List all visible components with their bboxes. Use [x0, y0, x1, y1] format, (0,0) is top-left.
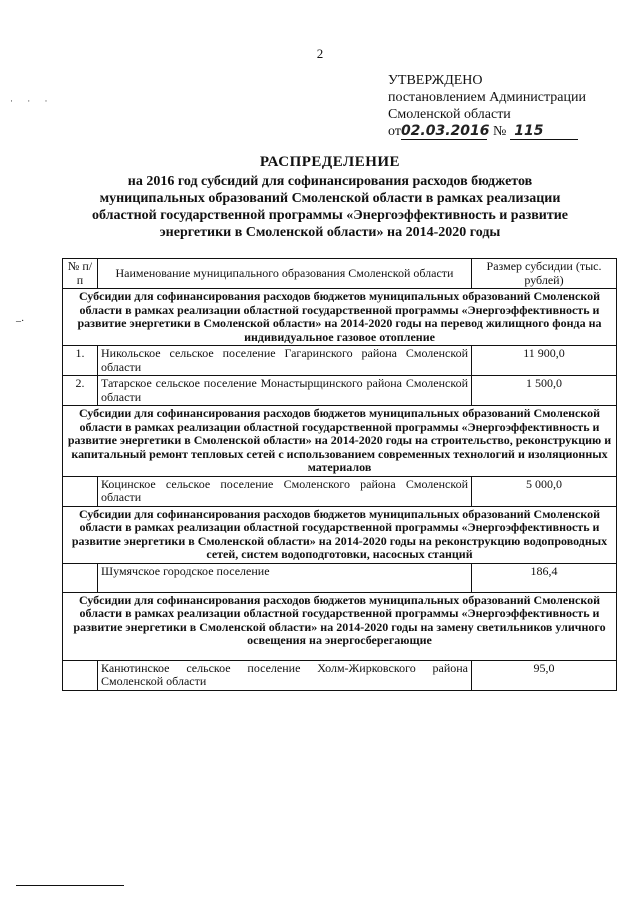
table-row	[63, 376, 617, 406]
row-num	[63, 476, 98, 506]
title-line-3: областной государственной программы «Энергоэффективность и развитие	[91, 208, 568, 223]
table-row	[63, 476, 617, 506]
title-line-4: энергетики в Смоленской области» на 2014-2020 годы	[159, 225, 501, 240]
row-name: Канютинское сельское поселение Холм-Жирковского района Смоленской области	[98, 660, 472, 690]
margin-dash: –·	[16, 316, 25, 327]
title-line-2: муниципальных образований Смоленской области в рамках реализации	[99, 191, 561, 206]
row-name: Коцинское сельское поселение Смоленского района Смоленской области	[98, 476, 472, 506]
section-title-water-networks: Субсидии для софинансирования расходов бюджетов муниципальных образований Смоленской области в рамках реализации областной государственной программы «Энергоэффективность и развитие энергетики в Смоленской области» на 2014-2020 годы на реконструкцию водопроводных сетей, систем водоподготовки, насосных станций	[63, 506, 617, 563]
section-title-gas-heating: Субсидии для софинансирования расходов бюджетов муниципальных образований Смоленской области в рамках реализации областной государственной программы «Энергоэффективность и развитие энергетики в Смоленской области» на 2014-2020 годы на перевод жилищного фонда на индивидуальное газовое отопление	[63, 289, 617, 346]
table-row	[63, 660, 617, 690]
table-row	[63, 563, 617, 592]
title-main: РАСПРЕДЕЛЕНИЕ	[259, 154, 401, 170]
row-name: Татарское сельское поселение Монастырщинского района Смоленской области	[98, 376, 472, 406]
footer-rule	[16, 885, 124, 886]
section-row	[63, 406, 617, 477]
row-name: Шумячское городское поселение	[98, 563, 472, 592]
row-num: 2.	[63, 376, 98, 406]
row-sum: 11 900,0	[472, 346, 617, 376]
distribution-table	[62, 258, 617, 691]
section-title-heat-networks: Субсидии для софинансирования расходов бюджетов муниципальных образований Смоленской области в рамках реализации областной государственной программы «Энергоэффективность и развитие энергетики в Смоленской области» на 2014-2020 годы на строительство, реконструкцию и капитальный ремонт тепловых сетей с использованием современных технологий и изоляционных материалов	[63, 406, 617, 477]
document-title	[40, 154, 620, 241]
header-num: № п/п	[63, 259, 98, 289]
approval-line-2: постановлением Администрации	[388, 90, 586, 105]
margin-marks: · · ·	[10, 96, 54, 106]
header-sum: Размер субсидии (тыс. рублей)	[472, 259, 617, 289]
row-name: Никольское сельское поселение Гагаринского района Смоленской области	[98, 346, 472, 376]
number-sign: №	[492, 124, 507, 139]
table-row	[63, 346, 617, 376]
section-row	[63, 289, 617, 346]
row-num: 1.	[63, 346, 98, 376]
title-line-1: на 2016 год субсидий для софинансирования расходов бюджетов	[127, 174, 533, 189]
handwritten-date: 02.03.2016	[400, 123, 490, 139]
table-header-row	[63, 259, 617, 289]
section-title-street-lighting: Субсидии для софинансирования расходов бюджетов муниципальных образований Смоленской области в рамках реализации областной государственной программы «Энергоэффективность и развитие энергетики в Смоленской области» на 2014-2020 годы на замену светильников уличного освещения на энергосберегающие	[63, 592, 617, 660]
approval-heading: УТВЕРЖДЕНО	[388, 73, 483, 88]
section-row	[63, 506, 617, 563]
row-sum: 95,0	[472, 660, 617, 690]
page-number: 2	[316, 46, 324, 61]
section-row	[63, 592, 617, 660]
row-sum: 1 500,0	[472, 376, 617, 406]
row-sum: 5 000,0	[472, 476, 617, 506]
approval-stamp	[388, 72, 628, 140]
row-sum: 186,4	[472, 563, 617, 592]
date-prefix: от	[388, 124, 401, 139]
approval-date-number	[388, 123, 628, 140]
header-name: Наименование муниципального образования Смоленской области	[98, 259, 472, 289]
handwritten-number: 115	[510, 124, 578, 140]
approval-line-3: Смоленской области	[388, 107, 511, 122]
row-num	[63, 660, 98, 690]
row-num	[63, 563, 98, 592]
